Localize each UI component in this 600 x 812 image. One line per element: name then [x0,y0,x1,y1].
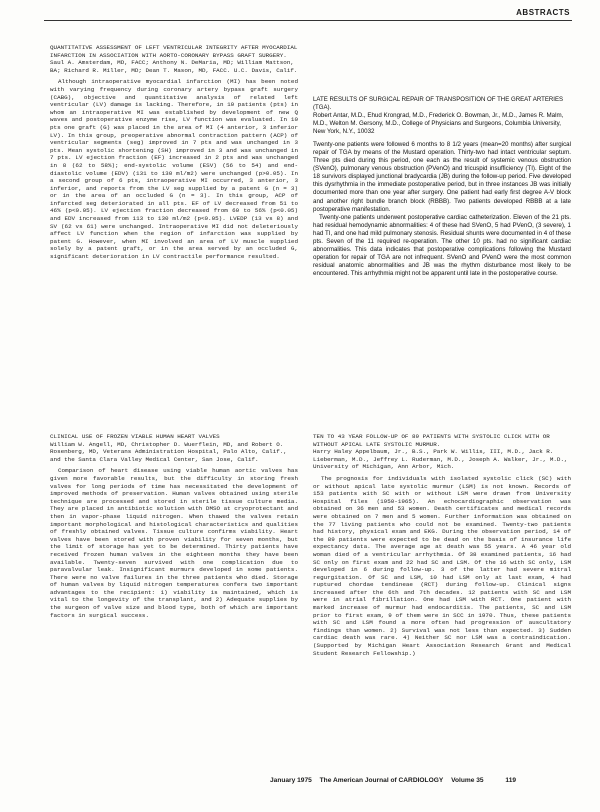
abstract-tga-repair [313,96,571,364]
abstract-body: Twenty-one patients underwent postoperative cardiac catheterization. Eleven of the 21 pts. had residual hemodynamic abnormalities: 4 of these had SVenO, 5 had PVenO, (3 severe), 1 had TI, and one had mild pulmonary stenosis. Residual shunts were documented in 4 of these pts. Seven of the 11 required re-operation. The other 10 pts. had no significant cardiac abnormalities. This data indicates that postoperative complications following the Mustard operation for repair of TGA are not infrequent. SVenO and PVenO were the most common residual anatomic abnormalities and JB was the rhythm disturbance most likely to be encountered. This arrhythmia might not be apparent until late in the postoperative course. [313,213,571,278]
abstract-body: Comparison of heart disease using viable human aortic valves has given more favorable results, but the difficulty in storing fresh valves for long periods of time has necessitated the development of improved methods of preservation. Human valves obtained using sterile technique are processed and stored in sterile tissue culture media. They are placed in antibiotic solution with DMSO at cryoprotectant and then in vapor-phase liquid nitrogen. When thawed the valves retain important morphological and histological characteristics and qualities of freshly obtained valves. Tissue culture confirms viability. Heart valves have been stored with proven viability for seven months, but the limit of storage has yet to be determined. Thirty patients have received frozen human valves in the eighteen months they have been available. Twenty-seven survived with one complication due to paravalvular leak. Insignificant murmurs developed in some patients. There were no valve failures in the three patients who died. Storage of human valves by liquid nitrogen temperatures confers two important advantages to the recipient: 1) viability is maintained, which is vital to the longevity of the transplant, and 2) Adequate supplies by the surgeon of valve size and blood type, both of which are important factors in surgical success. [50,467,298,619]
abstract-body: The prognosis for individuals with isolated systolic click (SC) with or without apical late systolic murmur (LSM) is not known. Records of 153 patients with SC with or without LSM were drawn from University Hospital files (1950-1965). An echocardiographic observation was obtained on 36 men and 53 women. Death certificates and medical records were obtained on 7 men and 5 women. Further information was obtained on the 77 living patients who could not be examined. Twenty-two patients had history, physical exam and EKG. During the observation period, 14 of the 89 patients were expected to be dead on the basis of insurance life expectancy data. The average age at death was 55 years. A 46 year old woman died of a ventricular arrhythmia. Of 38 examined patients, 16 had SC only on first exam and 22 had SC and LSM. Of the 16 with SC only, LSM developed in 6 during follow-up. 3 of the latter had severe mitral regurgitation. Of SC and LSM, 10 had LSM only at last exam, 4 had ruptured chordae tendineae (RCT) during follow-up. Clinical signs increased after the 6th and 7th decades. 12 patients with SC and LSM were in atrial fibrillation. One had LSM with RCT. One patient with marked increase of murmur had endocarditis. The patients, SC and LSM prior to first exam, 9 of them were in SCC in 1970. Thus, these patients with SC and LSM found a more often had progression of auscultatory findings than women. 2) Survival was not less than expected. 3) Sudden cardiac death was rare. 4) Neither SC nor LSM was a contraindication. (Supported by Michigan Heart Association Research Grant and Medical Student Research Fellowship.) [313,474,571,657]
page-footer [270,777,516,784]
header-rule [44,20,572,21]
abstract-authors: William W. Angell, MD, Christopher D. Wuerflein, MD, and Robert O. Rosenberg, MD, Veterans Administration Hospital, Palo Alto, Calif., and the Santa Clara Valley Medical Center, San Jose, Calif. [50,440,287,463]
abstract-title: CLINICAL USE OF FROZEN VIABLE HUMAN HEART VALVES [50,433,220,440]
running-header: ABSTRACTS [516,8,570,17]
abstract-authors: Robert Antar, M.D., Ehud Krongrad, M.D., Frederick O. Bowman, Jr., M.D., James R. Malm, M.D., Welton M. Gersony, M.D., College of Physicians and Surgeons, Columbia University, New York, N.Y., 10032 [313,111,564,135]
abstract-lv-integrity [50,44,298,329]
abstract-authors: Saul A. Amsterdam, MD, FACC; Anthony N. DeMaria, MD; William Mattson, BA; Richard R. Miller, MD; Dean T. Mason, MD, FACC. U.C. Davis, Calif. [50,59,298,74]
abstract-body: Twenty-one patients were followed 6 months to 8 1/2 years (mean=20 months) after surgical repair of TGA by means of the Mustard operation. Thirty-two had intact ventricular septum. Three pts died during this period, one each as the result of systemic venous obstruction (SVenO), pulmonary venous obstruction (PVenO) and tricuspid insufficiency (TI). Eight of the 18 survivors displayed junctional bradycardia (JB) during the follow-up period. Five developed this dysrhythmia in the immediate postoperative period, but in three instances JB was initially documented more than one year after surgery. One patient had early first degree A-V block and another right bundle branch block (RBBB). Two patients developed RBBB at a late postoperative manifestation. [313,140,571,213]
abstract-title: QUANTITATIVE ASSESSMENT OF LEFT VENTRICULAR INTEGRITY AFTER MYOCARDIAL INFARCTION IN ASSOCIATION WITH AORTO-CORONARY BYPASS GRAFT SURGERY. [50,44,298,59]
abstract-systolic-click [313,433,571,753]
abstract-body: Although intraoperative myocardial infarction (MI) has been noted with varying frequency during coronary artery bypass graft surgery (CABG), objective and quantitative analysis of related left ventricular (LV) damage is lacking. Therefore, in 10 patients (pts) in whom an intraoperative MI was established by development of new Q waves and postoperative enzyme rise, LV function was evaluated. In 10 pts one graft (G) was placed in the area of MI (4 anterior, 3 inferior LV). In this group, preoperative abnormal contraction pattern (ACP) of ventricular segments (seg) improved in 7 pts and was unchanged in 3 pts. Mean systolic shortening (SH) improved in 3 and was unchanged in 7 pts. LV ejection fraction (EF) increased in 2 pts and was unchanged in 8 (62 to 58%); end-systolic volume (ESV) (56 to 54) and end-diastolic volume (EDV) (131 to 130 ml/m2) were unchanged (p>0.05). In a second group of 6 pts, intraoperative MI occurred, 3 anterior, 3 inferior, and reports from the LV seg supplied by a patent G (n = 3) or in the area of an occluded G (n = 3). In this group, ACP of infarcted seg deteriorated in all pts. EF of LV decreased from 51 to 46% (p<0.05). LV ejection fraction decreased from 60 to 56% (p<0.05) and EDV increased from 113 to 130 ml/m2 (p<0.05). LVEDP (13 vs 8) and SV (62 vs 61) were unchanged. Intraoperative MI did not deleteriously affect LV function when the region of infarction was supplied by patent G. However, when MI involved an area of LV muscle supplied solely by a patent graft, or in the area served by an occluded G, significant deterioration in LV contractile performance resulted. [50,78,298,261]
footer-date: January 1975 [270,777,312,784]
footer-journal: The American Journal of CARDIOLOGY [319,777,444,784]
abstract-authors: Harry Haley Appelbaum, Jr., B.S., Park W. Willis, III, M.D., Jack R. Lieberman, M.D., Jeffrey L. Ruderman, M.D., Joseph A. Walker, Jr., M.D., University of Michigan, Ann Arbor, Mich. [313,448,568,471]
footer-volume: Volume 35 [451,777,484,784]
abstract-frozen-valves [50,433,298,683]
abstract-title: LATE RESULTS OF SURGICAL REPAIR OF TRANSPOSITION OF THE GREAT ARTERIES (TGA). [313,96,564,111]
abstract-title: TEN TO 43 YEAR FOLLOW-UP OF 89 PATIENTS WITH SYSTOLIC CLICK WITH OR WITHOUT APICAL LATE SYSTOLIC MURMUR. [313,433,550,448]
page-number: 119 [505,777,517,784]
